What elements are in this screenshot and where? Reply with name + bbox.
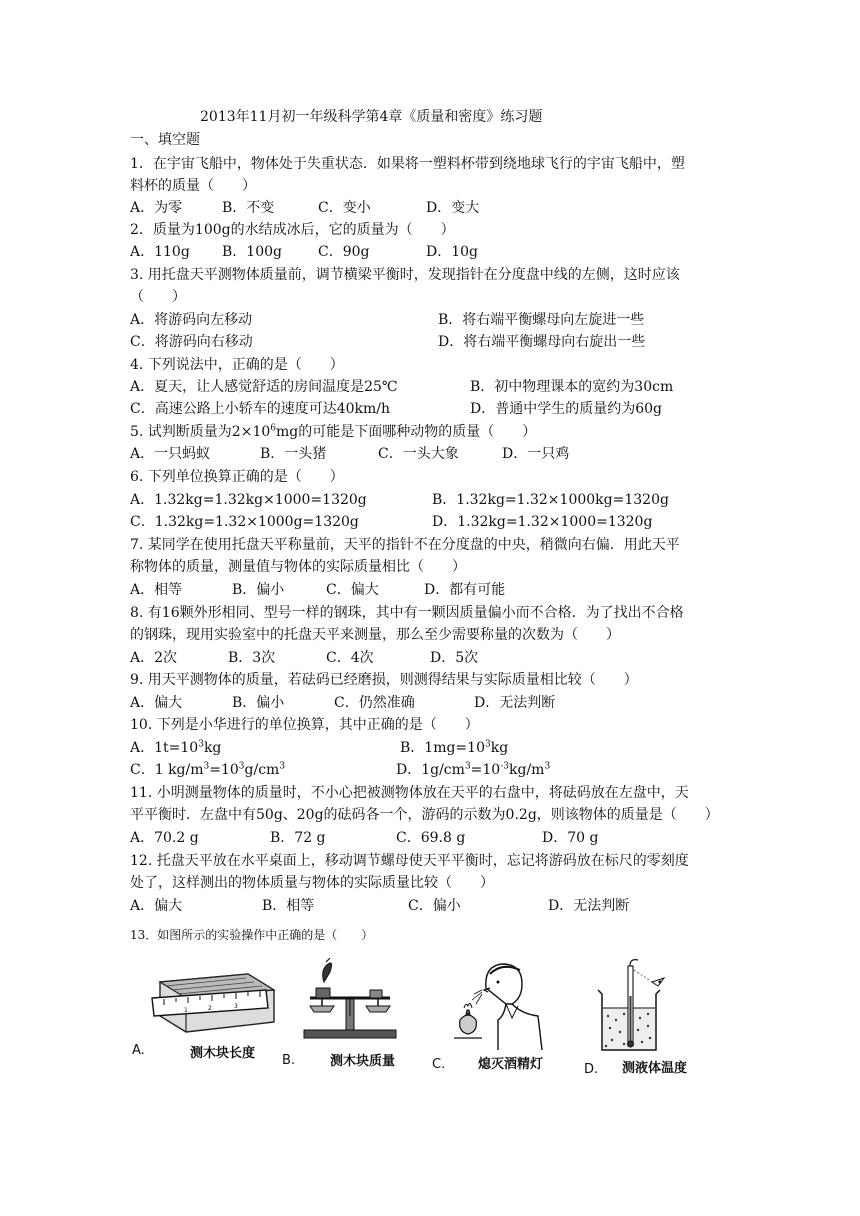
question-1-option-b: B．不变 <box>222 200 275 216</box>
question-13-stem: 13．如图所示的实验操作中正确的是（ ） <box>130 928 374 942</box>
question-9-option-c: C．仍然准确 <box>334 695 415 711</box>
page-title: 2013年11月初一年级科学第4章《质量和密度》练习题 <box>200 109 543 125</box>
question-11-stem-line-1: 11. 小明测量物体的质量时，不小心把被测物体放在天平的右盘中，将砝码放在左盘中，天 <box>130 785 689 801</box>
question-7-option-b: B．偏小 <box>232 582 285 598</box>
question-12-stem-line-1: 12. 托盘天平放在水平桌面上，移动调节螺母使天平平衡时，忘记将游码放在标尺的零刻度 <box>130 853 689 869</box>
question-10-option-d: D．$1g/cm^3=10^{-3}kg/m^3$ <box>396 761 551 778</box>
question-2-stem: 2．质量为100g的水结成冰后，它的质量为（ ） <box>130 222 455 238</box>
question-2-option-d: D．10g <box>426 244 479 260</box>
question-7-stem-line-2: 称物体的质量，测量值与物体的实际质量相比（ ） <box>130 559 466 575</box>
question-5-option-a: A．一只蚂蚁 <box>130 446 211 462</box>
question-8-option-c: C．4次 <box>326 650 374 666</box>
question-3-option-c: C．将游码向右移动 <box>130 334 253 350</box>
question-12-option-c: C．偏小 <box>408 898 461 914</box>
question-4-option-d: D．普通中学生的质量约为60g <box>470 401 663 417</box>
figure-b-label: B. <box>282 1053 296 1068</box>
question-12-stem-line-2: 处了，这样测出的物体质量与物体的实际质量比较（ ） <box>130 875 494 891</box>
question-1-option-d: D．变大 <box>426 200 480 216</box>
question-9-option-b: B．偏小 <box>232 695 285 711</box>
question-3-option-a: A．将游码向左移动 <box>130 312 253 328</box>
question-10-option-c: C．1 $kg/m^3=10^3g/cm^3$ <box>130 761 286 778</box>
question-6-option-b: B．1.32kg=1.32×1000kg=1320g <box>432 492 669 508</box>
beaker-thermometer-icon <box>594 956 684 1054</box>
question-7-stem-line-1: 7. 某同学在使用托盘天平称量前，天平的指针不在分度盘的中央，稍微向右偏．用此天平 <box>130 537 680 553</box>
question-9-option-a: A．偏大 <box>130 695 183 711</box>
figure-a-label: A. <box>132 1043 145 1058</box>
question-8-option-a: A．2次 <box>130 650 178 666</box>
question-1-option-c: C．变小 <box>318 200 371 216</box>
question-4-option-b: B．初中物理课本的宽约为30cm <box>470 379 674 395</box>
person-blowing-lamp-icon <box>446 958 546 1050</box>
question-10-option-a: A．$1t=10^3kg$ <box>130 739 222 756</box>
svg-text:3: 3 <box>234 1003 238 1010</box>
question-5-option-d: D．一只鸡 <box>502 446 570 462</box>
question-3-option-b: B．将右端平衡螺母向左旋进一些 <box>438 312 645 328</box>
figure-b-caption: 测木块质量 <box>330 1054 396 1069</box>
question-8-option-b: B．3次 <box>228 650 276 666</box>
question-11-option-d: D．70 g <box>542 830 599 846</box>
question-6-stem: 6. 下列单位换算正确的是（ ） <box>130 469 344 485</box>
question-4-option-a: A．夏天，让人感觉舒适的房间温度是25℃ <box>130 379 398 395</box>
ruler-wood-block-icon <box>150 968 280 1036</box>
svg-text:2: 2 <box>208 1005 212 1012</box>
figure-c-label: C. <box>432 1057 446 1072</box>
question-3-option-d: D．将右端平衡螺母向右旋出一些 <box>438 334 646 350</box>
question-12-option-d: D．无法判断 <box>548 898 630 914</box>
question-12-option-a: A．偏大 <box>130 898 183 914</box>
question-5-option-b: B．一头猪 <box>260 446 327 462</box>
question-6-option-c: C．1.32kg=1.32×1000g=1320g <box>130 514 359 530</box>
question-2-option-b: B．100g <box>222 244 282 260</box>
figure-d-caption: 测液体温度 <box>622 1061 688 1076</box>
question-6-option-a: A．1.32kg=1.32kg×1000=1320g <box>130 492 367 508</box>
balance-scale-icon <box>300 958 400 1044</box>
question-2-option-a: A．110g <box>130 244 190 260</box>
section-heading: 一、填空题 <box>130 132 200 148</box>
question-3-stem-line-1: 3. 用托盘天平测物体质量前，调节横梁平衡时，发现指针在分度盘中线的左侧，这时应该 <box>130 267 680 283</box>
question-4-stem: 4. 下列说法中，正确的是（ ） <box>130 357 344 373</box>
question-6-option-d: D．1.32kg=1.32×1000=1320g <box>432 514 653 530</box>
question-7-option-d: D．都有可能 <box>424 582 506 598</box>
question-8-option-d: D．5次 <box>430 650 479 666</box>
figure-a-caption: 测木块长度 <box>190 1046 256 1061</box>
question-9-option-d: D．无法判断 <box>474 695 556 711</box>
figure-d-label: D. <box>584 1062 599 1077</box>
question-8-stem-line-1: 8. 有16颗外形相同、型号一样的钢珠，其中有一颗因质量偏小而不合格．为了找出不合格 <box>130 605 684 621</box>
question-1-stem-line-1: 1．在宇宙飞船中，物体处于失重状态．如果将一塑料杯带到绕地球飞行的宇宙飞船中，塑 <box>130 156 685 172</box>
question-12-option-b: B．相等 <box>262 898 315 914</box>
question-1-option-a: A．为零 <box>130 200 183 216</box>
question-11-option-b: B．72 g <box>270 830 326 846</box>
question-11-option-a: A．70.2 g <box>130 830 199 846</box>
question-10-stem: 10. 下列是小华进行的单位换算，其中正确的是（ ） <box>130 717 479 733</box>
question-7-option-c: C．偏大 <box>326 582 379 598</box>
question-5-stem: 5. 试判断质量为$2\times 10^6mg$的可能是下面哪种动物的质量（ ） <box>130 423 537 440</box>
question-4-option-c: C．高速公路上小轿车的速度可达40km/h <box>130 401 391 417</box>
question-7-option-a: A．相等 <box>130 582 183 598</box>
figure-c-caption: 熄灭酒精灯 <box>478 1057 544 1072</box>
question-1-stem-line-2: 料杯的质量（ ） <box>130 178 256 194</box>
question-10-option-b: B．$1mg=10^3kg$ <box>400 739 509 756</box>
question-8-stem-line-2: 的钢珠，现用实验室中的托盘天平来测量，那么至少需要称量的次数为（ ） <box>130 627 620 643</box>
question-5-option-c: C．一头大象 <box>378 446 459 462</box>
svg-text:1: 1 <box>184 1007 188 1014</box>
question-2-option-c: C．90g <box>318 244 370 260</box>
question-11-stem-line-2: 平平衡时．左盘中有50g、20g的砝码各一个，游码的示数为0.2g，则该物体的质量是（ ） <box>130 807 719 823</box>
question-11-option-c: C．69.8 g <box>396 830 466 846</box>
question-3-stem-line-2: （ ） <box>130 289 186 305</box>
question-9-stem: 9. 用天平测物体的质量，若砝码已经磨损，则测得结果与实际质量相比较（ ） <box>130 672 638 688</box>
